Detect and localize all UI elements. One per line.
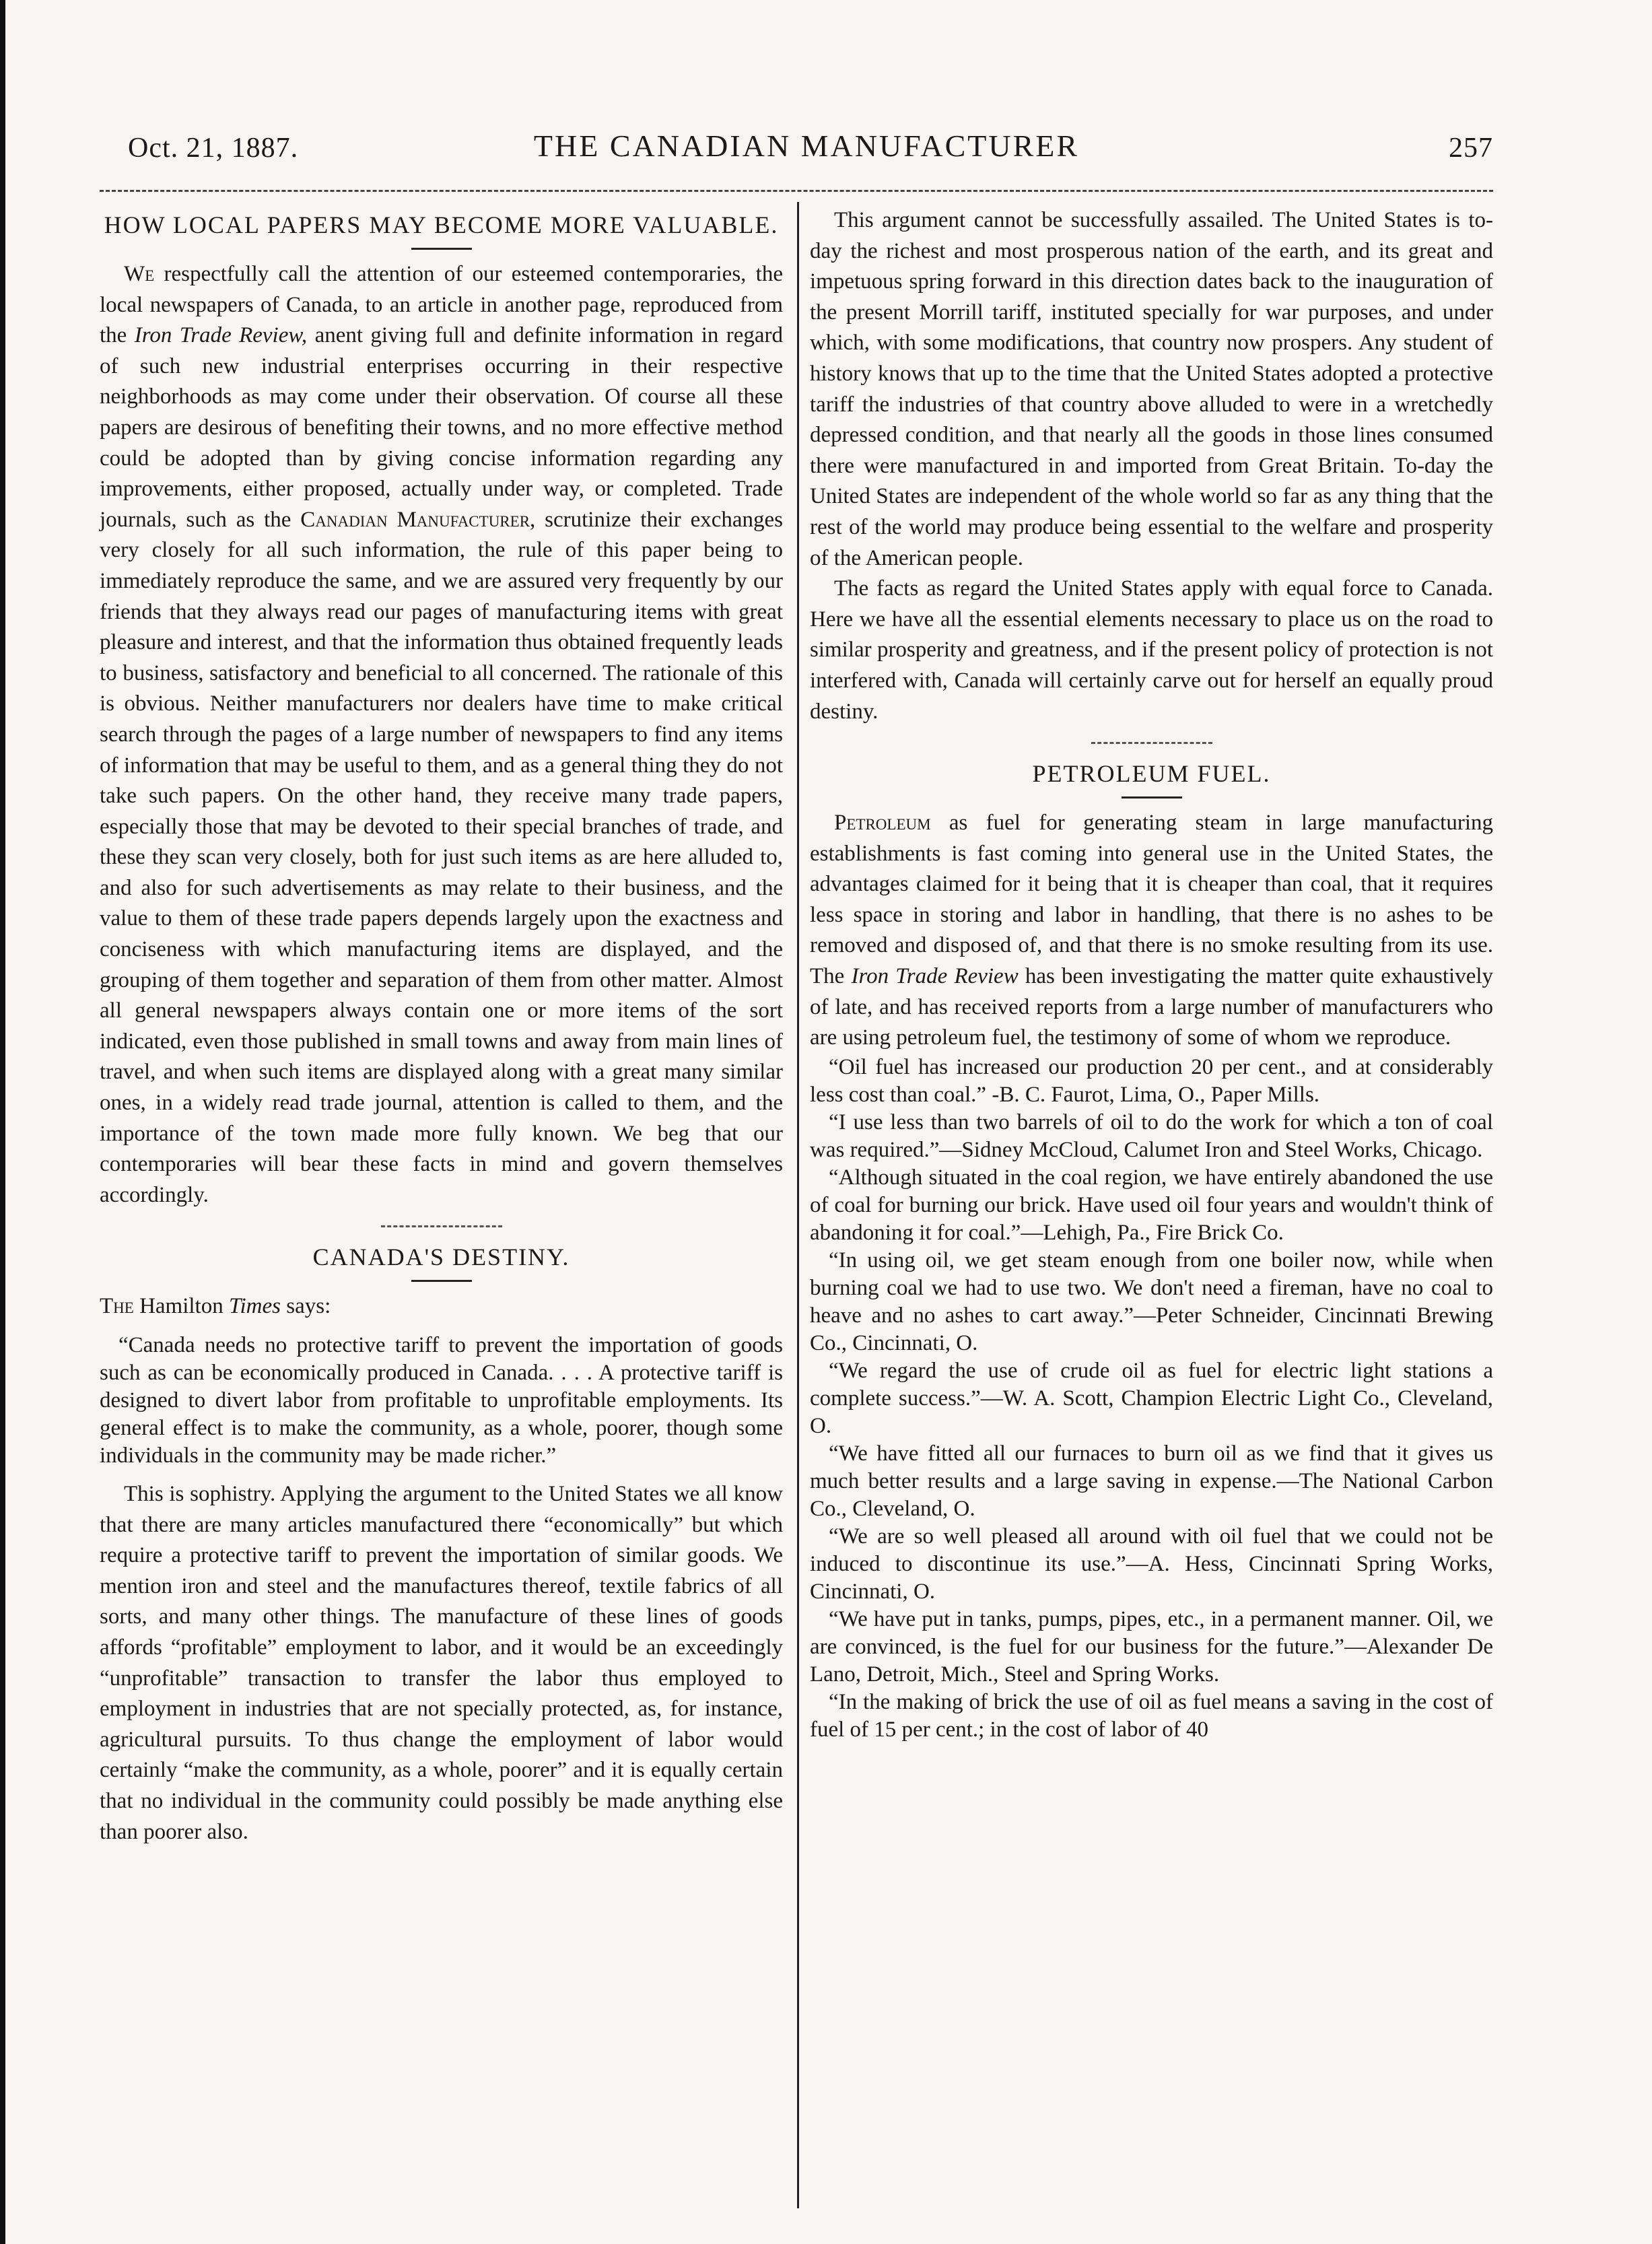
destiny-paragraph-1: This is sophistry. Applying the argument to the United States we all know that there are many articles manufactured there “economically” but which require a protective tariff to prevent the importation of similar goods. We mention iron and steel and the manufactures thereof, textile fabrics of all sorts, and many other things. The manufacture of these lines of goods affords “profitable” employment to labor, and it would be an exceedingly “unprofitable” transaction to transfer the labor thus employed to employment in industries that are not specially protected, as, for instance, agricultural pursuits. To thus change the employment of labor would certainly “make the community, as a whole, poorer” and it is equally certain that no individual in the community could possibly be made anything else than poorer also. [100,1482,783,1844]
column-divider [797,202,799,2208]
dropword: Petroleum [834,811,931,836]
section-rule [381,1225,502,1227]
testimonial: “We have fitted all our furnaces to burn oil as we find that it gives us much better results and a large saving in expense.—The National Carbon Co., Cleveland, O. [810,1441,1493,1521]
page-number: 257 [1449,133,1493,164]
header-rule [100,190,1493,192]
text-run: anent giving full and definite information in regard of such new industrial enterprises occurring in their respective neighborhoods as may come under their observation. Of course all these papers are desirous of benefiting their towns, and no more effective method could be adopted than by giving concise information regarding any improvements, either proposed, actually under way, or completed. Trade journals, such as the [100,323,784,532]
testimonial: “In the making of brick the use of oil as fuel means a saving in the cost of fuel of 15 per cent.; in the cost of labor of 40 [810,1689,1493,1742]
text-run: has been investigating the matter quite exhaustively of late, and has received reports from a large number of manufacturers who are using petroleum fuel, the testimony of some of whom we reproduce. [810,964,1494,1050]
issue-date: Oct. 21, 1887. [128,133,299,164]
article-title-petroleum-fuel: PETROLEUM FUEL. [1032,760,1271,788]
text-run: Hamilton [139,1294,223,1319]
destiny-paragraph-3: The facts as regard the United States apply with equal force to Canada. Here we have all the essential elements necessary to place us on the road to similar prosperity and greatness, and if the present policy of protection is not interfered with, Canada will certainly carve out for herself an equally proud destiny. [810,576,1493,724]
journal-name: Iron Trade Review, [134,323,308,348]
text-run: as fuel for generating steam in large manufacturing establishments is fast coming into general use in the United States, the advantages claimed for it being that it is cheaper than coal, that it requires less space in storing and labor in handling, that there is no ashes to be removed and disposed of, and that there is no smoke resulting from its use. The [810,811,1493,989]
testimonial: “We are so well pleased all around with oil fuel that we could not be induced to discontinue its use.”—A. Hess, Cincinnati Spring Works, Cincinnati, O. [810,1524,1493,1604]
testimonial: “We have put in tanks, pumps, pipes, etc., in a permanent manner. Oil, we are convinced, is the fuel for our business for the future.”—Alexander De Lano, Detroit, Mich., Steel and Spring Works. [810,1606,1493,1687]
title-rule [1122,796,1182,798]
title-rule [411,248,472,250]
times-quote: “Canada needs no protective tariff to prevent the importation of goods such as can be economically produced in Canada. . . . A protective tariff is designed to divert labor from profitable to unprofitable employments. Its general effect is to make the community, as a whole, poorer, though some individuals in the community may be made richer.” [100,1333,783,1468]
text-run: says: [286,1294,331,1319]
dropword: We [124,262,155,286]
testimonial: “I use less than two barrels of oil to do the work for which a ton of coal was required.”—Sidney McCloud, Calumet Iron and Steel Works, Chicago. [810,1110,1493,1162]
petroleum-intro [810,808,1493,1054]
destiny-paragraph-2: This argument cannot be successfully assailed. The United States is to-day the richest and most prosperous nation of the earth, and its great and impetuous spring forward in this direction dates back to the inauguration of the present Morrill tariff, instituted specially for war purposes, and under which, with some modifications, that country now prospers. Any student of history knows that up to the time that the United States adopted a protective tariff the industries of that country above alluded to were in a wretchedly depressed condition, and that nearly all the goods in those lines consumed there were manufactured in and imported from Great Britain. To-day the United States are independent of the whole world so far as any thing that the rest of the world may produce being essential to the welfare and prosperity of the American people. [810,208,1493,570]
article-title-canadas-destiny: CANADA'S DESTINY. [312,1244,570,1271]
dropword: The [100,1294,134,1319]
destiny-intro [100,1291,783,1322]
local-papers-paragraph [100,259,783,1211]
publication-title: THE CANADIAN MANUFACTURER [533,129,1080,163]
testimonial: “Although situated in the coal region, we have entirely abandoned the use of coal for burning our brick. Have used oil four years and wouldn't think of abandoning it for coal.”—Lehigh, Pa., Fire Brick Co. [810,1165,1493,1245]
text-run: scrutinize their exchanges very closely for all such information, the rule of this paper being to immediately reproduce the same, and we are assured very frequently by our friends that they always read our pages of manufacturing items with great pleasure and interest, and that the information thus obtained frequently leads to business, satisfactory and beneficial to all concerned. The rationale of this is obvious. Neither manufacturers nor dealers have time to make critical search through the pages of a large number of newspapers to find any items of information that may be useful to them, and as a general thing they do not take such papers. On the other hand, they receive many trade papers, especially those that may be devoted to their special branches of trade, and these they scan very closely, both for just such items as are here alluded to, and also for such advertisements as may relate to their business, and the value to them of these trade papers depends largely upon the exactness and conciseness with which manufacturing items are displayed, and the grouping of them together and separation of them from other matter. Almost all general newspapers always contain one or more items of the sort indicated, even those published in small towns and away from main lines of travel, and when such items are displayed along with a great many similar ones, in a widely read trade journal, attention is called to them, and the importance of the town made more fully known. We beg that our contemporaries will bear these facts in mind and govern themselves accordingly. [100,507,784,1207]
right-column [810,205,1493,1744]
left-column [100,209,783,1847]
testimonial: “In using oil, we get steam enough from one boiler now, while when burning coal we had to use two. We don't need a fireman, have no coal to heave and no ashes to cart away.”—Peter Schneider, Cincinnati Brewing Co., Cincinnati, O. [810,1248,1493,1355]
section-rule [1091,742,1212,744]
paper-name: Canadian Manufacturer, [300,507,536,532]
journal-name: Iron Trade Review [851,964,1019,989]
testimonial: “We regard the use of crude oil as fuel for electric light stations a complete success.”—W. A. Scott, Champion Electric Light Co., Cleveland, O. [810,1358,1493,1438]
article-title-local-papers: HOW LOCAL PAPERS MAY BECOME MORE VALUABLE. [104,211,779,238]
testimonial: “Oil fuel has increased our production 20 per cent., and at considerably less cost than coal.” -B. C. Faurot, Lima, O., Paper Mills. [810,1054,1493,1107]
text-run: respectfully call the attention of our esteemed contemporaries, the local newspapers of Canada, to an article in another page, reproduced from the [100,262,783,348]
page-header [120,128,1493,175]
title-rule [411,1280,472,1282]
paper-name-times: Times [228,1294,281,1319]
